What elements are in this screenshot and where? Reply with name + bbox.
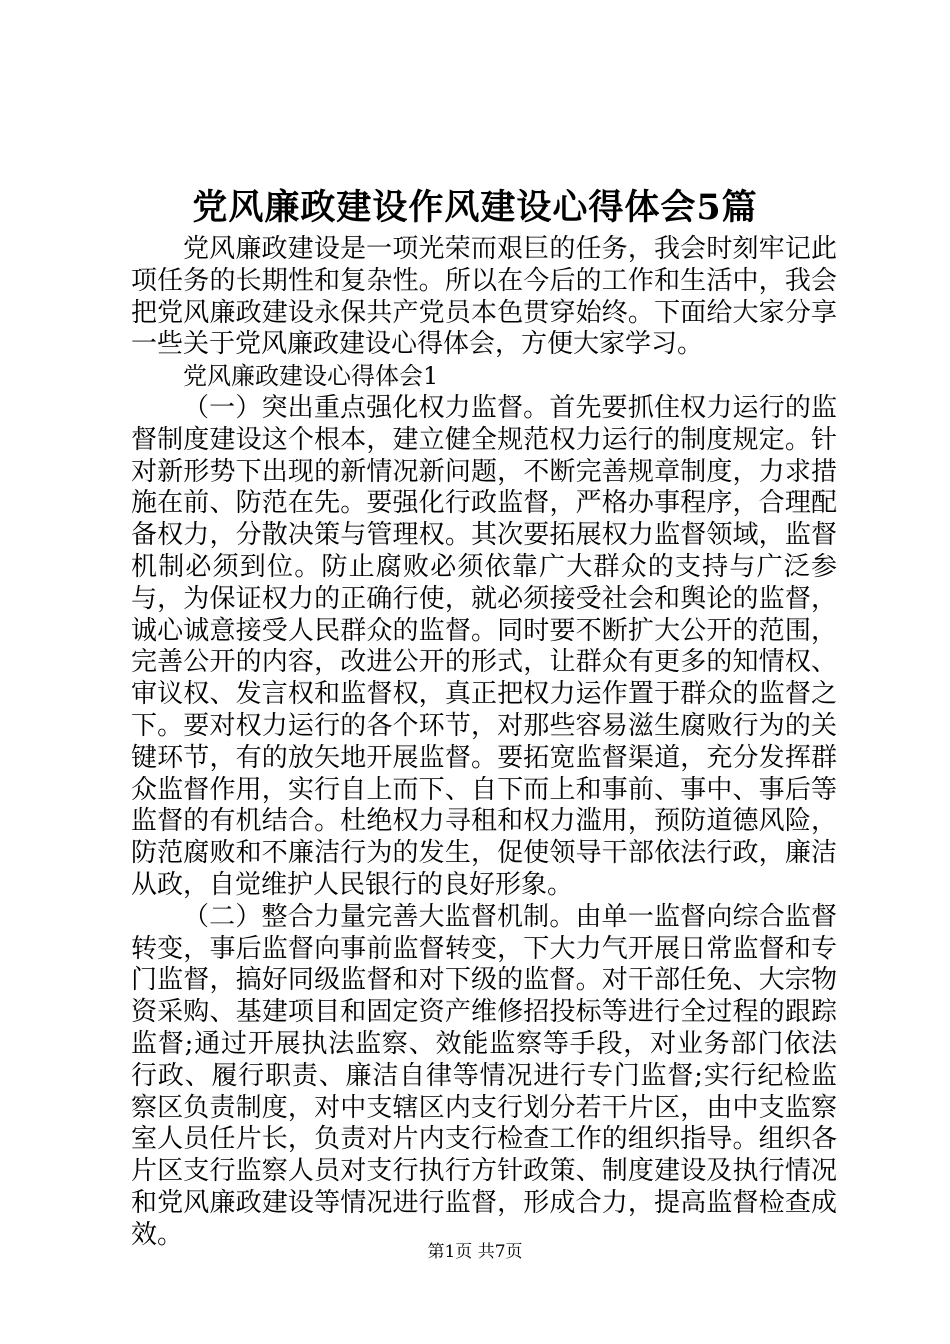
intro-paragraph: 党风廉政建设是一项光荣而艰巨的任务，我会时刻牢记此项任务的长期性和复杂性。所以在今后的工作和生活中，我会把党风廉政建设永保共产党员本色贯穿始终。下面给大家分享一些关于党风廉政建设心得体会，方便大家学习。	[131, 234, 837, 360]
section-heading: 党风廉政建设心得体会1	[183, 362, 439, 391]
paragraph-one: （一）突出重点强化权力监督。首先要抓住权力运行的监督制度建设这个根本，建立健全规范权力运行的制度规定。针对新形势下出现的新情况新问题，不断完善规章制度，力求措施在前、防范在先。要强化行政监督，严格办事程序，合理配备权力，分散决策与管理权。其次要拓展权力监督领域，监督机制必须到位。防止腐败必须依靠广大群众的支持与广泛参与，为保证权力的正确行使，就必须接受社会和舆论的监督，诚心诚意接受人民群众的监督。同时要不断扩大公开的范围，完善公开的内容，改进公开的形式，让群众有更多的知情权、审议权、发言权和监督权，真正把权力运作置于群众的监督之下。要对权力运行的各个环节，对那些容易滋生腐败行为的关键环节，有的放矢地开展监督。要拓宽监督渠道，充分发挥群众监督作用，实行自上而下、自下而上和事前、事中、事后等监督的有机结合。杜绝权力寻租和权力滥用，预防道德风险，防范腐败和不廉洁行为的发生，促使领导干部依法行政，廉洁从政，自觉维护人民银行的良好形象。	[131, 392, 837, 900]
document-body	[131, 234, 837, 1252]
page-number-footer: 第1页 共7页	[427, 1242, 523, 1262]
document-title: 党风廉政建设作风建设心得体会5篇	[192, 187, 758, 228]
paragraph-two: （二）整合力量完善大监督机制。由单一监督向综合监督转变，事后监督向事前监督转变，下大力气开展日常监督和专门监督，搞好同级监督和对下级的监督。对干部任免、大宗物资采购、基建项目和固定资产维修招投标等进行全过程的跟踪监督;通过开展执法监察、效能监察等手段，对业务部门依法行政、履行职责、廉洁自律等情况进行专门监督;实行纪检监察区负责制度，对中支辖区内支行划分若干片区，由中支监察室人员任片长，负责对片内支行检查工作的组织指导。组织各片区支行监察人员对支行执行方针政策、制度建设及执行情况和党风廉政建设等情况进行监督，形成合力，提高监督检查成效。	[131, 901, 837, 1250]
